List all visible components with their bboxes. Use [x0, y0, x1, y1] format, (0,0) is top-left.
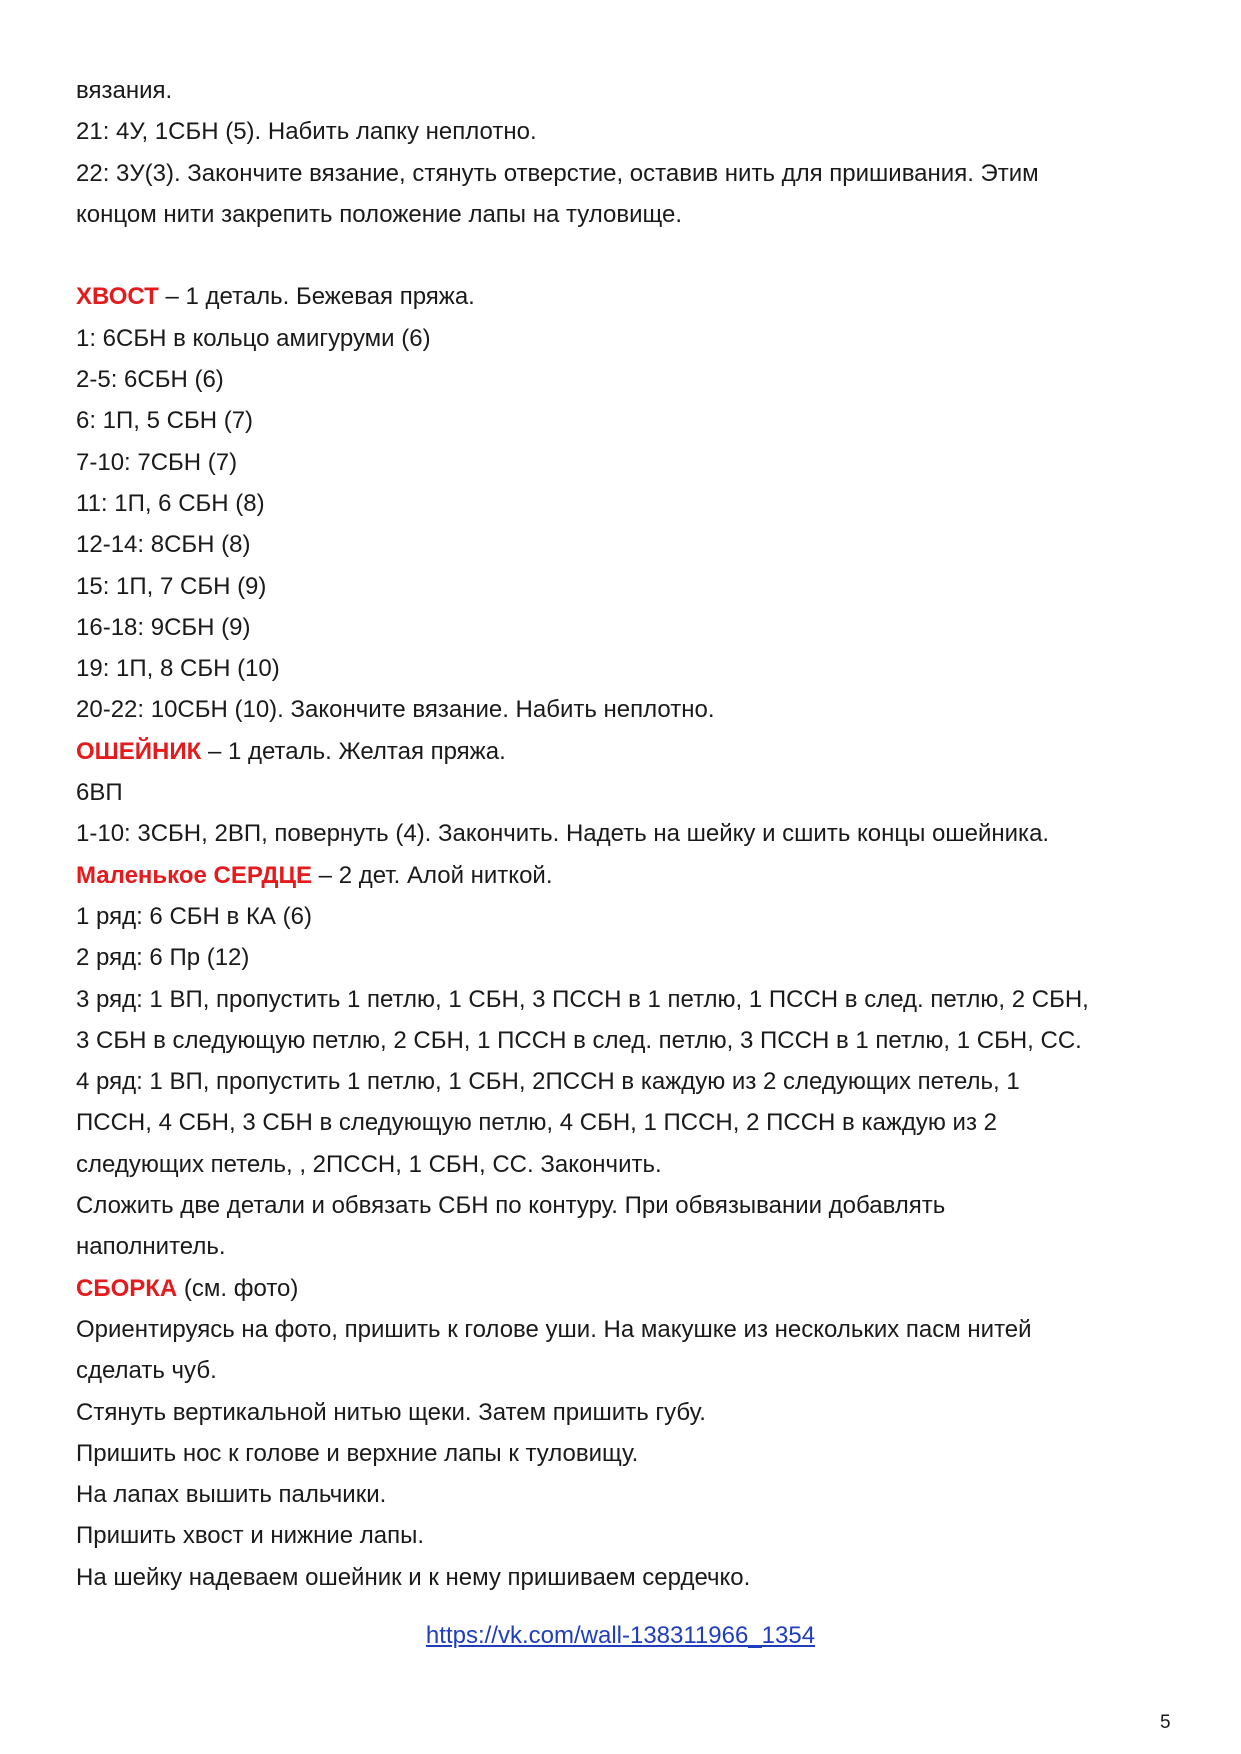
row-instruction: 20-22: 10СБН (10). Закончите вязание. Набить неплотно.: [76, 696, 715, 724]
section-title-assembly: СБОРКА: [76, 1274, 178, 1302]
row-instruction: Пришить нос к голове и верхние лапы к туловищу.: [76, 1439, 639, 1467]
row-instruction: 15: 1П, 7 СБН (9): [76, 572, 267, 600]
heart-section: [76, 855, 1176, 1268]
row-instruction: Сложить две детали и обвязать СБН по контуру. При обвязывании добавлять: [76, 1192, 946, 1220]
intro-block: [76, 70, 1176, 235]
row-instruction: 16-18: 9СБН (9): [76, 613, 251, 641]
text-line: 22: 3У(3). Закончите вязание, стянуть отверстие, оставив нить для пришивания. Этим: [76, 159, 1039, 187]
spacer: [76, 235, 1176, 276]
tail-section: [76, 276, 1176, 730]
section-heading-line: [76, 276, 1176, 317]
row-instruction: 3 СБН в следующую петлю, 2 СБН, 1 ПССН в след. петлю, 3 ПССН в 1 петлю, 1 СБН, СС.: [76, 1026, 1082, 1054]
section-heading-line: [76, 855, 1176, 896]
row-instruction: 4 ряд: 1 ВП, пропустить 1 петлю, 1 СБН, 2ПССН в каждую из 2 следующих петель, 1: [76, 1068, 1020, 1096]
section-desc: – 2 дет. Алой ниткой.: [312, 861, 553, 889]
section-title-tail: ХВОСТ: [76, 283, 159, 311]
section-desc: – 1 деталь. Желтая пряжа.: [201, 737, 506, 765]
text-line: вязания.: [76, 77, 173, 104]
row-instruction: 19: 1П, 8 СБН (10): [76, 655, 280, 683]
text-line: концом нити закрепить положение лапы на туловище.: [76, 200, 682, 228]
row-instruction: Стянуть вертикальной нитью щеки. Затем пришить губу.: [76, 1398, 706, 1426]
row-instruction: сделать чуб.: [76, 1357, 217, 1385]
section-heading-line: [76, 731, 1176, 772]
row-instruction: 2 ряд: 6 Пр (12): [76, 944, 250, 972]
row-instruction: 6ВП: [76, 779, 123, 807]
section-heading-line: [76, 1268, 1176, 1309]
document-body: [76, 70, 1176, 1598]
row-instruction: ПССН, 4 СБН, 3 СБН в следующую петлю, 4 СБН, 1 ПССН, 2 ПССН в каждую из 2: [76, 1109, 997, 1137]
row-instruction: На шейку надеваем ошейник и к нему пришиваем сердечко.: [76, 1563, 751, 1591]
row-instruction: 6: 1П, 5 СБН (7): [76, 407, 254, 435]
row-instruction: 7-10: 7СБН (7): [76, 448, 238, 476]
row-instruction: На лапах вышить пальчики.: [76, 1481, 387, 1509]
row-instruction: 3 ряд: 1 ВП, пропустить 1 петлю, 1 СБН, 3 ПССН в 1 петлю, 1 ПССН в след. петлю, 2 СБН,: [76, 985, 1089, 1013]
collar-section: [76, 731, 1176, 855]
section-title-collar: ОШЕЙНИК: [76, 737, 202, 765]
row-instruction: 2-5: 6СБН (6): [76, 366, 224, 394]
row-instruction: Пришить хвост и нижние лапы.: [76, 1522, 425, 1550]
page-number: 5: [1160, 1712, 1171, 1733]
assembly-section: [76, 1268, 1176, 1598]
row-instruction: Ориентируясь на фото, пришить к голове уши. На макушке из нескольких пасм нитей: [76, 1315, 1032, 1343]
row-instruction: наполнитель.: [76, 1233, 226, 1261]
row-instruction: 1-10: 3СБН, 2ВП, повернуть (4). Закончить. Надеть на шейку и сшить концы ошейника.: [76, 820, 1050, 848]
row-instruction: 12-14: 8СБН (8): [76, 531, 251, 559]
row-instruction: 11: 1П, 6 СБН (8): [76, 489, 265, 517]
row-instruction: 1 ряд: 6 СБН в КА (6): [76, 902, 312, 930]
text-line: 21: 4У, 1СБН (5). Набить лапку неплотно.: [76, 118, 537, 146]
source-link[interactable]: https://vk.com/wall-138311966_1354: [425, 1622, 816, 1649]
section-desc: (см. фото): [177, 1274, 299, 1302]
row-instruction: следующих петель, , 2ПССН, 1 СБН, СС. Закончить.: [76, 1150, 662, 1178]
section-title-heart: Маленькое СЕРДЦЕ: [76, 861, 313, 889]
section-desc: – 1 деталь. Бежевая пряжа.: [158, 283, 475, 311]
row-instruction: 1: 6СБН в кольцо амигуруми (6): [76, 324, 431, 352]
